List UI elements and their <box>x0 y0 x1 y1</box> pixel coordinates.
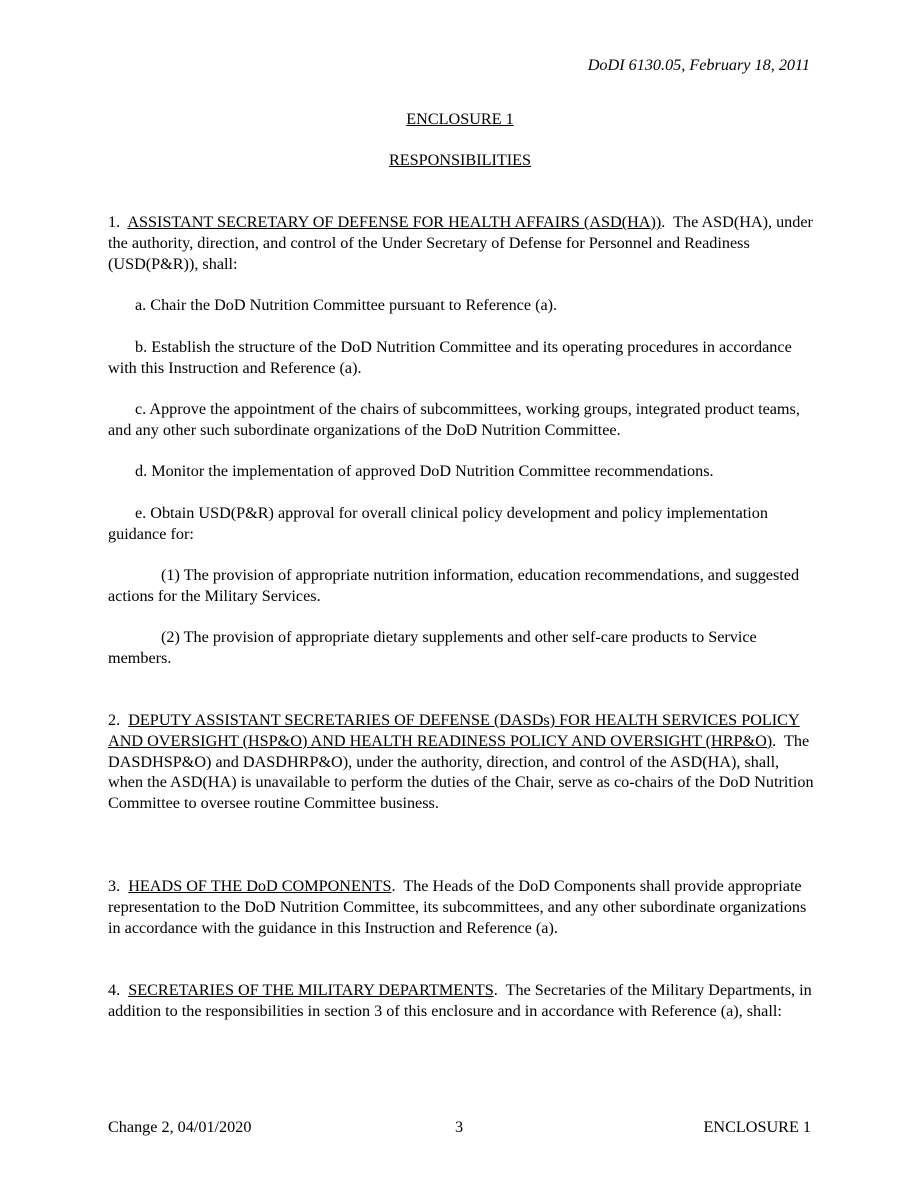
section-1-heading: ASSISTANT SECRETARY OF DEFENSE FOR HEALTH AFFAIRS (ASD(HA)) <box>127 213 662 231</box>
footer-enclosure: ENCLOSURE 1 <box>703 1118 811 1136</box>
section-2 <box>108 710 818 814</box>
section-4-paragraph: 4. SECRETARIES OF THE MILITARY DEPARTMENTS. The Secretaries of the Military Departments, in addition to the responsibilities in section 3 of this enclosure and in accordance with Reference (a), shall: <box>108 981 812 1020</box>
section-1-item-a: a. Chair the DoD Nutrition Committee pursuant to Reference (a). <box>135 296 558 314</box>
document-reference: DoDI 6130.05, February 18, 2011 <box>587 56 810 74</box>
section-1-item-d: d. Monitor the implementation of approved DoD Nutrition Committee recommendations. <box>135 462 714 480</box>
section-3 <box>108 876 818 938</box>
section-4 <box>108 980 818 1022</box>
section-title: RESPONSIBILITIES <box>388 151 532 169</box>
section-1-subitem-1: (1) The provision of appropriate nutrition information, education recommendations, and suggested actions for the Military Services. <box>108 566 800 605</box>
section-1-subitem-2: (2) The provision of appropriate dietary supplements and other self-care products to Service members. <box>108 628 757 667</box>
section-1-item-c: c. Approve the appointment of the chairs of subcommittees, working groups, integrated product teams, and any other such subordinate organizations of the DoD Nutrition Committee. <box>108 400 800 439</box>
section-2-heading: DEPUTY ASSISTANT SECRETARIES OF DEFENSE (DASDs) FOR HEALTH SERVICES POLICY AND OVERSIGHT (HSP&O) AND HEALTH READINESS POLICY AND OVERSIGHT (HRP&O) <box>108 711 800 750</box>
section-4-heading: SECRETARIES OF THE MILITARY DEPARTMENTS <box>128 981 494 999</box>
footer-change: Change 2, 04/01/2020 <box>108 1118 252 1136</box>
page-number: 3 <box>455 1118 464 1136</box>
section-3-paragraph: 3. HEADS OF THE DoD COMPONENTS. The Heads of the DoD Components shall provide appropriate representation to the DoD Nutrition Committee, its subcommittees, and any other subordinate organizations in accordance with the guidance in this Instruction and Reference (a). <box>108 877 807 937</box>
section-1-item-b: b. Establish the structure of the DoD Nutrition Committee and its operating procedures in accordance with this Instruction and Reference (a). <box>108 338 792 377</box>
section-1-paragraph: 1. ASSISTANT SECRETARY OF DEFENSE FOR HEALTH AFFAIRS (ASD(HA)). The ASD(HA), under the authority, direction, and control of the Under Secretary of Defense for Personnel and Readiness (USD(P&R)), shall: <box>108 213 813 273</box>
section-3-heading: HEADS OF THE DoD COMPONENTS <box>128 877 392 895</box>
section-2-paragraph: 2. DEPUTY ASSISTANT SECRETARIES OF DEFENSE (DASDs) FOR HEALTH SERVICES POLICY AND OVERSIGHT (HSP&O) AND HEALTH READINESS POLICY AND OVERSIGHT (HRP&O). The DASDHSP&O) and DASDHRP&O), under the authority, direction, and control of the ASD(HA), shall, when the ASD(HA) is unavailable to perform the duties of the Chair, serve as co-chairs of the DoD Nutrition Committee to oversee routine Committee business. <box>108 711 814 813</box>
section-1 <box>108 212 818 274</box>
enclosure-title: ENCLOSURE 1 <box>406 110 514 128</box>
section-1-item-e: e. Obtain USD(P&R) approval for overall clinical policy development and policy implementation guidance for: <box>108 504 768 543</box>
page-footer <box>108 1117 811 1138</box>
